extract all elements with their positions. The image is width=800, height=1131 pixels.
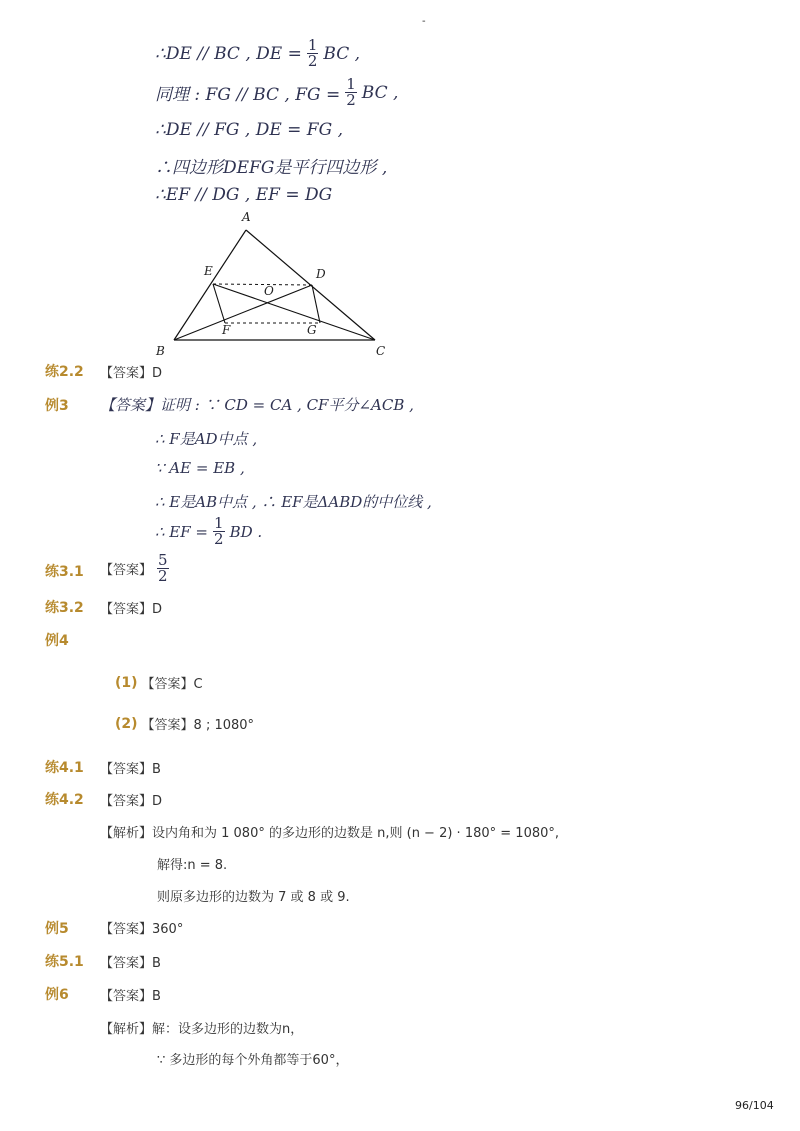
ex42-analysis-1: 【解析】设内角和为 1 080° 的多边形的边数是 n,则 (n − 2) · 180° = 1080°, — [100, 826, 560, 841]
ex6-analysis-2: ∵ 多边形的每个外角都等于60°， — [157, 1053, 349, 1068]
entry-answer: 【答案】D — [100, 366, 163, 381]
fraction — [307, 38, 319, 69]
proof-line-1 — [155, 38, 360, 69]
entry-label: 例3 — [45, 398, 69, 414]
label-f: F — [222, 323, 231, 337]
entry-answer: 【答案】B — [100, 762, 161, 777]
proof-line-2-tail: BC , — [361, 82, 399, 103]
segment-ef — [213, 284, 225, 323]
proof-line-3: ∴DE // FG , DE = FG , — [155, 120, 343, 140]
ex4-sub-2 — [115, 714, 254, 733]
proof-line-4: ∴四边形DEFG是平行四边形 , — [155, 158, 388, 178]
proof-line-2 — [155, 77, 398, 108]
page-number: 96/104 — [735, 1099, 774, 1112]
ex3-line-4-tail: BD . — [229, 522, 263, 541]
fraction — [345, 77, 357, 108]
proof-line-2-text: 同理 : FG // BC , FG = — [155, 85, 341, 105]
label-d: D — [316, 267, 326, 281]
ex4-sub-2-number: (2) — [115, 715, 138, 732]
ex42-analysis-2: 解得:n = 8. — [157, 858, 228, 873]
segment-bd — [174, 285, 312, 340]
ex4-sub-1-number: (1) — [115, 674, 138, 691]
segment-ab — [174, 230, 246, 340]
entry-label: 练5.1 — [45, 954, 84, 970]
entry-label: 练4.2 — [45, 792, 84, 808]
entry-answer: 【答案】B — [100, 956, 161, 971]
entry-label: 练4.1 — [45, 760, 84, 776]
label-o: O — [264, 284, 274, 298]
ex42-analysis-3: 则原多边形的边数为 7 或 8 或 9. — [157, 890, 350, 905]
entry-answer: 【答案】360° — [100, 922, 184, 937]
fraction-denominator: 2 — [346, 91, 356, 109]
ex4-sub-1-answer: 【答案】C — [141, 677, 203, 692]
entry-answer: 【答案】证明 : ∵ CD = CA , CF平分∠ACB , — [100, 396, 414, 414]
ex3-line-4-text: ∴ EF = — [155, 522, 209, 541]
entry-answer: 【答案】 — [100, 563, 153, 578]
fraction-denominator: 2 — [307, 52, 318, 70]
ex3-line-4 — [155, 516, 262, 547]
ex4-sub-1 — [115, 673, 203, 692]
label-c: C — [376, 344, 386, 358]
fraction-numerator: 1 — [346, 75, 356, 93]
entry-label: 例4 — [45, 633, 69, 649]
fraction-numerator: 1 — [214, 514, 224, 532]
segment-ed — [213, 284, 312, 285]
entry-answer-row — [100, 553, 170, 584]
ex4-sub-2-answer: 【答案】8 ; 1080° — [141, 718, 255, 733]
proof-line-1-text: ∴DE // BC , DE = — [155, 43, 302, 64]
entry-label: 例6 — [45, 987, 69, 1003]
fraction — [157, 553, 169, 584]
entry-answer: 【答案】D — [100, 794, 163, 809]
fraction-numerator: 5 — [158, 551, 168, 569]
label-b: B — [156, 344, 165, 358]
entry-label: 练2.2 — [45, 364, 84, 380]
entry-label: 练3.1 — [45, 564, 84, 580]
top-mark: - — [422, 16, 426, 27]
segment-dg — [312, 285, 320, 323]
fraction-denominator: 2 — [214, 530, 224, 548]
entry-answer: 【答案】D — [100, 602, 163, 617]
proof-line-5: ∴EF // DG , EF = DG — [155, 185, 333, 205]
triangle-figure — [150, 205, 400, 360]
ex3-line-2: ∵ AE = EB , — [155, 459, 245, 477]
fraction-denominator: 2 — [158, 567, 168, 585]
fraction-numerator: 1 — [307, 36, 318, 54]
label-e: E — [204, 264, 213, 278]
entry-label: 练3.2 — [45, 600, 84, 616]
entry-label: 例5 — [45, 921, 69, 937]
entry-answer: 【答案】B — [100, 989, 161, 1004]
fraction — [213, 516, 225, 547]
label-a: A — [242, 210, 251, 224]
ex6-analysis-1: 【解析】解：设多边形的边数为n， — [100, 1022, 304, 1037]
label-g: G — [307, 323, 317, 337]
ex3-line-3: ∴ E是AB中点 , ∴ EF是ΔABD的中位线 , — [155, 493, 432, 511]
ex3-line-1: ∴ F是AD中点 , — [155, 430, 258, 448]
proof-line-1-tail: BC , — [323, 43, 361, 64]
